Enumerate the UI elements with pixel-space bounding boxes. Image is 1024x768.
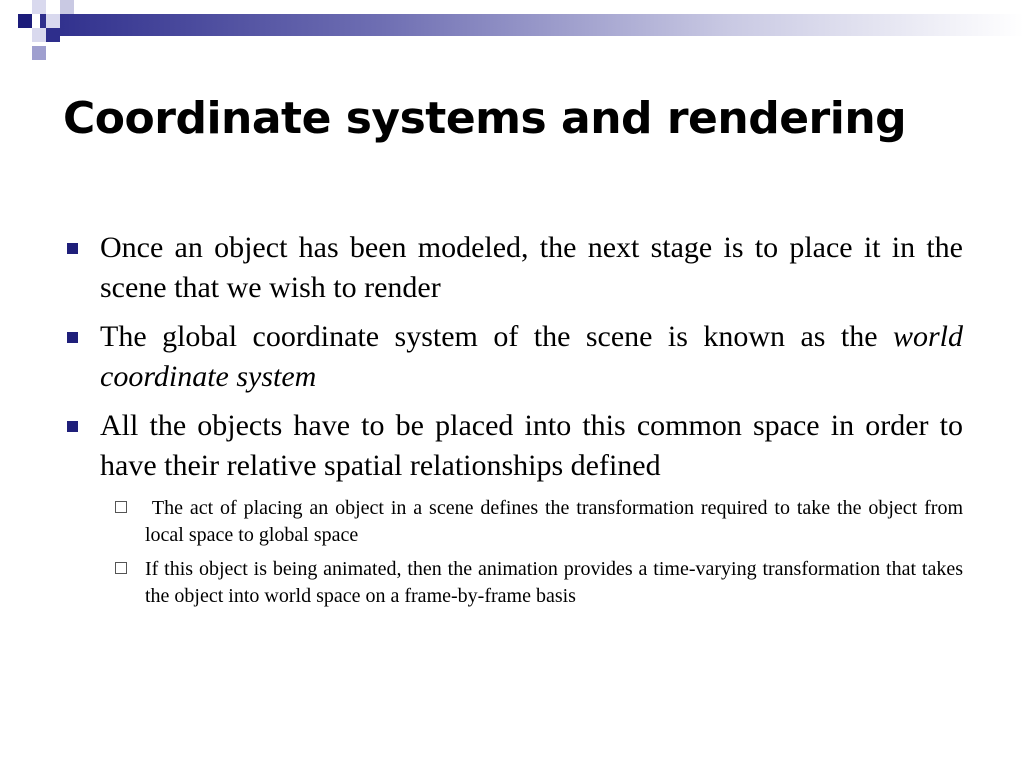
decor-square xyxy=(46,28,60,42)
decor-square xyxy=(32,46,46,60)
bullet-item xyxy=(63,228,963,308)
hollow-square-bullet-icon xyxy=(115,562,127,574)
bullet-text: All the objects have to be placed into this common space in order to have their relative spatial relationships defined xyxy=(100,409,963,482)
decor-square xyxy=(32,0,46,14)
bullet-text: The global coordinate system of the scene is known as the xyxy=(100,320,893,353)
slide-title: Coordinate systems and rendering xyxy=(63,93,907,144)
slide-body xyxy=(63,228,968,617)
bullet-text: Once an object has been modeled, the next stage is to place it in the scene that we wish to render xyxy=(100,231,963,304)
header-band xyxy=(40,14,1024,36)
decor-square xyxy=(60,0,74,14)
hollow-square-bullet-icon xyxy=(115,501,127,513)
bullet-item xyxy=(63,317,963,397)
subbullet-item xyxy=(145,556,963,610)
filled-square-bullet-icon xyxy=(67,243,78,254)
decor-square xyxy=(18,14,32,28)
bullet-italic-term: world coordinate system xyxy=(100,320,963,393)
decor-square xyxy=(46,14,60,28)
filled-square-bullet-icon xyxy=(67,332,78,343)
filled-square-bullet-icon xyxy=(67,421,78,432)
bullet-item xyxy=(63,406,963,486)
subbullet-item xyxy=(145,495,968,549)
decor-square xyxy=(32,28,46,42)
subbullet-text: If this object is being animated, then the animation provides a time-varying transformation that takes the object into world space on a frame-by-frame basis xyxy=(145,558,963,607)
subbullet-text: The act of placing an object in a scene defines the transformation required to take the object from local space to global space xyxy=(145,497,968,546)
